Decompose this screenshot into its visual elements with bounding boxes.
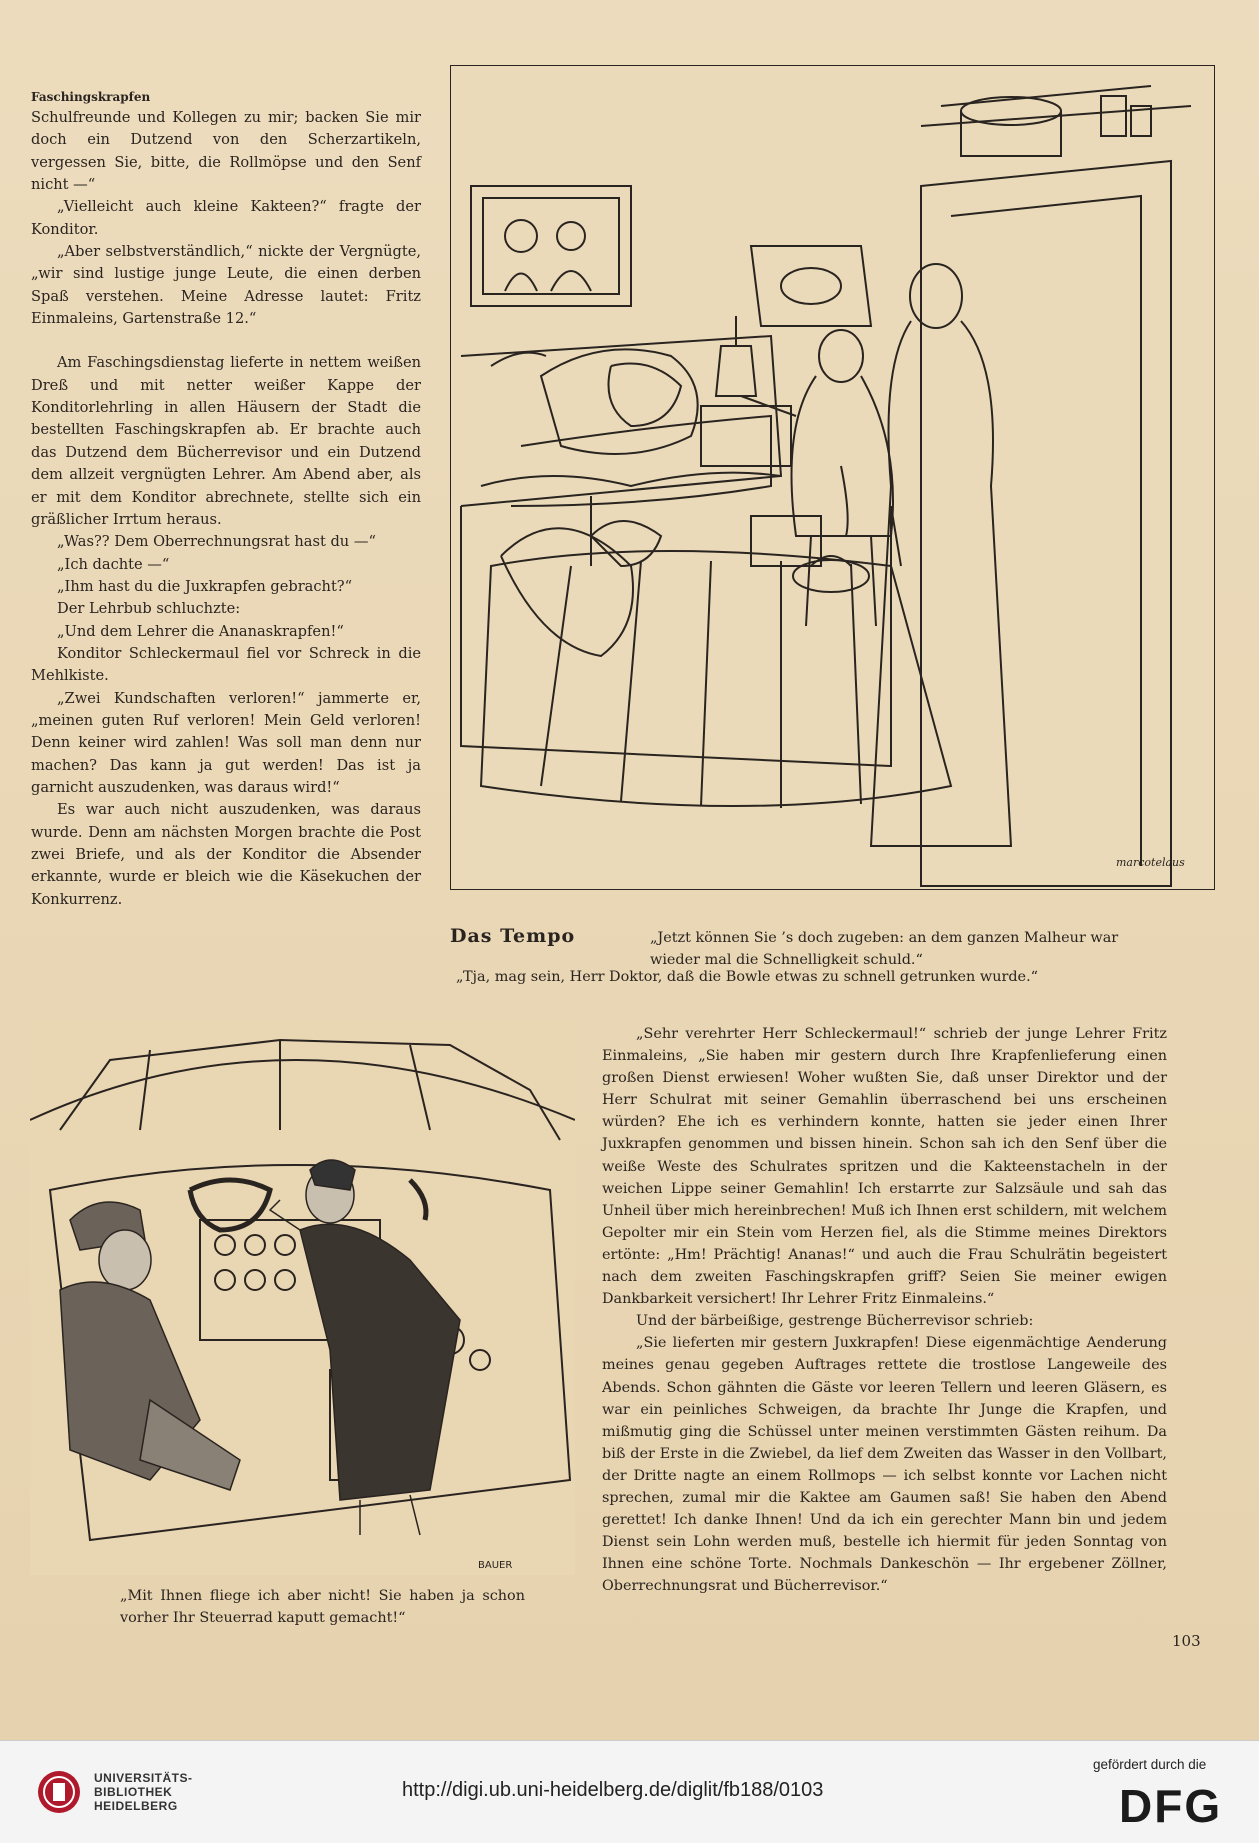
running-title: Faschingskrapfen: [31, 90, 151, 104]
page-number: 103: [1172, 1632, 1201, 1650]
paragraph: Der Lehrbub schluchzte:: [57, 600, 241, 618]
right-text-column: [602, 1023, 1167, 1597]
paragraph: „Sie lieferten mir gestern Juxkrapfen! Diese eigenmächtige Aenderung meines genau gegeben Auftrages rettete die trostlose Langeweile des Abends. Schon gähnten die Gäste vor leeren Tellern und leeren Gläsern, es war ein peinliches Schweigen, da brachte Ihr Junge die Krapfen, und mißmutig ging die Schüssel unter meinen verstimmten Gästen reihum. Da biß der Erste in die Zwiebel, da lief dem Zweiten das Wasser in den Vollbart, der Dritte nagte an einem Rollmops — ich selbst konnte vor Lachen nicht sprechen, zumal mir die Kaktee am Gaumen saß! Sie haben den Abend gerettet! Ich danke Ihnen! Und da ich ein gerechter Mann bin und jedem Dienst sein Lohn werden muß, bestelle ich hiermit für jeden Sonntag von Ihnen eine schöne Torte. Nochmals Dankeschön — Ihr ergebener Zöllner, Oberrechnungsrat und Bücherrevisor.“: [602, 1335, 1167, 1595]
bedroom-illustration: [450, 65, 1215, 890]
cockpit-caption: „Mit Ihnen fliege ich aber nicht! Sie haben ja schon vorher Ihr Steuerrad kaputt gemacht!“: [120, 1588, 525, 1626]
cockpit-drawing: [30, 1020, 575, 1575]
footer-bar: [0, 1740, 1259, 1843]
paragraph: „Vielleicht auch kleine Kakteen?“ fragte der Konditor.: [31, 198, 421, 238]
caption-line: „Jetzt können Sie ’s doch zugeben: an dem ganzen Malheur war wieder mal die Schnelligkeit schuld.“: [650, 930, 1119, 968]
paragraph: Am Faschingsdienstag lieferte in nettem weißen Dreß und mit netter weißer Kappe der Konditorlehrling in allen Häusern der Stadt die bestellten Faschingskrapfen ab. Er brachte auch das Dutzend dem Bücherrevisor und ein Dutzend dem allzeit vergnügten Lehrer. Am Abend aber, als er mit dem Konditor abrechnete, stellte sich ein gräßlicher Irrtum heraus.: [31, 354, 421, 528]
caption-line: „Tja, mag sein, Herr Doktor, daß die Bowle etwas zu schnell getrunken wurde.“: [456, 969, 1038, 985]
institution-name: UNIVERSITÄTS- BIBLIOTHEK HEIDELBERG: [94, 1771, 193, 1813]
paragraph: „Ihm hast du die Juxkrapfen gebracht?“: [57, 577, 353, 595]
paragraph: „Zwei Kundschaften verloren!“ jammerte er, „meinen guten Ruf verloren! Mein Geld verloren! Denn keiner wird zahlen! Was soll man denn nur machen? Das kann ja gut werden! Das ist ja garnicht auszudenken, was daraus wird!“: [31, 689, 421, 796]
paragraph: Konditor Schleckermaul fiel vor Schreck in die Mehlkiste.: [31, 644, 421, 685]
caption-title: Das Tempo: [450, 925, 576, 947]
cockpit-illustration: [30, 1020, 575, 1575]
illustrator-signature: BAUER: [478, 1560, 513, 1571]
paragraph: „Aber selbstverständlich,“ nickte der Vergnügte, „wir sind lustige junge Leute, die einen derben Spaß verstehen. Meine Adresse lautet: Fritz Einmaleins, Gartenstraße 12.“: [31, 243, 421, 328]
paragraph: Schulfreunde und Kollegen zu mir; backen Sie mir doch ein Dutzend von den Scherzartikeln, vergessen Sie, bitte, die Rollmöpse und den Senf nicht —“: [31, 109, 421, 194]
university-seal-icon: [36, 1769, 82, 1815]
dfg-logo: DFG: [1119, 1780, 1223, 1832]
paragraph: „Was?? Dem Oberrechnungsrat hast du —“: [57, 533, 376, 551]
bedroom-drawing: [451, 66, 1216, 891]
illustrator-signature: marcotelaus: [1116, 856, 1185, 869]
source-url-link[interactable]: http://digi.ub.uni-heidelberg.de/diglit/fb188/0103: [402, 1779, 824, 1801]
paragraph: „Und dem Lehrer die Ananaskrapfen!“: [57, 622, 344, 640]
paragraph: „Sehr verehrter Herr Schleckermaul!“ schrieb der junge Lehrer Fritz Einmaleins, „Sie haben mir gestern durch Ihre Krapfenlieferung einen großen Dienst erwiesen! Woher wußten Sie, daß unser Direktor und der Herr Schulrat mit seiner Gemahlin überraschend bei uns erscheinen würden? Ehe ich es verhindern konnte, hatten sie jeder einen Ihrer Juxkrapfen genommen und bissen hinein. Schon sah ich den Senf über die weiße Weste des Schulrates spritzen und die Kakteenstacheln in der weichen Lippe seiner Gemahlin! Ich erstarrte zur Salzsäule und sah das Unheil über mich hereinbrechen! Muß ich Ihnen erst schildern, mit welchem Gepolter mir ein Stein vom Herzen fiel, als die Stimme meines Direktors ertönte: „Hm! Prächtig! Ananas!“ und auch die Frau Schulrätin begeistert nach dem zweiten Faschingskrapfen griff? Seien Sie meiner ewigen Dankbarkeit versichert! Ihr Lehrer Fritz Einmaleins.“: [602, 1026, 1167, 1308]
paragraph: Und der bärbeißige, gestrenge Bücherrevisor schrieb:: [636, 1313, 1034, 1330]
paragraph: „Ich dachte —“: [57, 555, 170, 573]
left-text-column: [31, 90, 421, 911]
funding-note: gefördert durch die: [1093, 1757, 1207, 1772]
paragraph: Es war auch nicht auszudenken, was daraus wurde. Denn am nächsten Morgen brachte die Post zwei Briefe, und als der Konditor die Absender erkannte, wurde er bleich wie die Käsekuchen der Konkurrenz.: [31, 801, 421, 908]
